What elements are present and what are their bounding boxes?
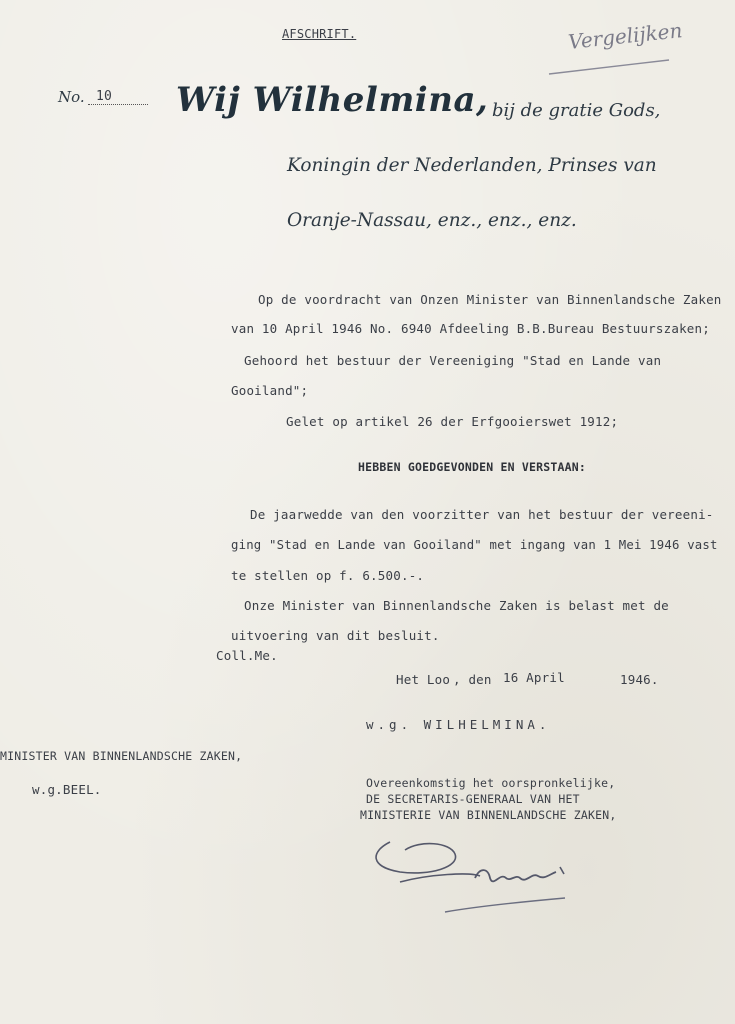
body-line-3: Gehoord het bestuur der Vereeniging "Stad en Lande van: [244, 353, 662, 368]
body-line-5: Gelet op artikel 26 der Erfgooierswet 1912;: [286, 414, 619, 429]
certification-line-3: MINISTERIE VAN BINNENLANDSCHE ZAKEN,: [360, 808, 617, 822]
decree-number-dotted-line: [88, 104, 148, 105]
certification-line-1: Overeenkomstig het oorspronkelijke,: [366, 776, 616, 790]
secretary-signature: [360, 812, 590, 922]
body-line-2: van 10 April 1946 No. 6940 Afdeeling B.B.Bureau Bestuurszaken;: [231, 321, 710, 336]
coll-reference: Coll.Me.: [216, 648, 278, 663]
pencil-annotation: Vergelijken: [567, 18, 684, 54]
body-line-7: De jaarwedde van den voorzitter van het bestuur der vereeni-: [250, 507, 714, 522]
date-separator: , den: [453, 672, 492, 687]
date-day-month: 16 April: [503, 670, 565, 685]
decree-number-label: No.: [58, 88, 85, 106]
resolution-heading: HEBBEN GOEDGEVONDEN EN VERSTAAN:: [358, 460, 586, 474]
pencil-stroke: [545, 40, 675, 80]
body-line-4: Gooiland";: [231, 383, 309, 398]
body-line-11: uitvoering van dit besluit.: [231, 628, 440, 643]
date-year: 1946.: [620, 672, 659, 687]
decree-number-value: 10: [96, 89, 113, 104]
body-line-9: te stellen op f. 6.500.-.: [231, 568, 425, 583]
title-wilhelmina: Wij Wilhelmina,: [176, 80, 489, 120]
afschrift-heading: AFSCHRIFT.: [282, 27, 357, 41]
certification-line-2: DE SECRETARIS-GENERAAL VAN HET: [366, 792, 580, 806]
title-queen-line: Koningin der Nederlanden, Prinses van: [287, 155, 657, 176]
title-nassau-line: Oranje-Nassau, enz., enz., enz.: [287, 210, 577, 231]
date-place: Het Loo: [396, 672, 451, 687]
royal-signature: w.g. WILHELMINA.: [366, 717, 551, 732]
minister-signature: w.g.BEEL.: [32, 782, 102, 797]
body-line-1: Op de voordracht van Onzen Minister van Binnenlandsche Zaken: [258, 292, 722, 307]
title-by-grace: bij de gratie Gods,: [492, 100, 661, 121]
minister-title: MINISTER VAN BINNENLANDSCHE ZAKEN,: [0, 749, 243, 763]
body-line-10: Onze Minister van Binnenlandsche Zaken is belast met de: [244, 598, 669, 613]
body-line-8: ging "Stad en Lande van Gooiland" met ingang van 1 Mei 1946 vast: [231, 538, 718, 552]
